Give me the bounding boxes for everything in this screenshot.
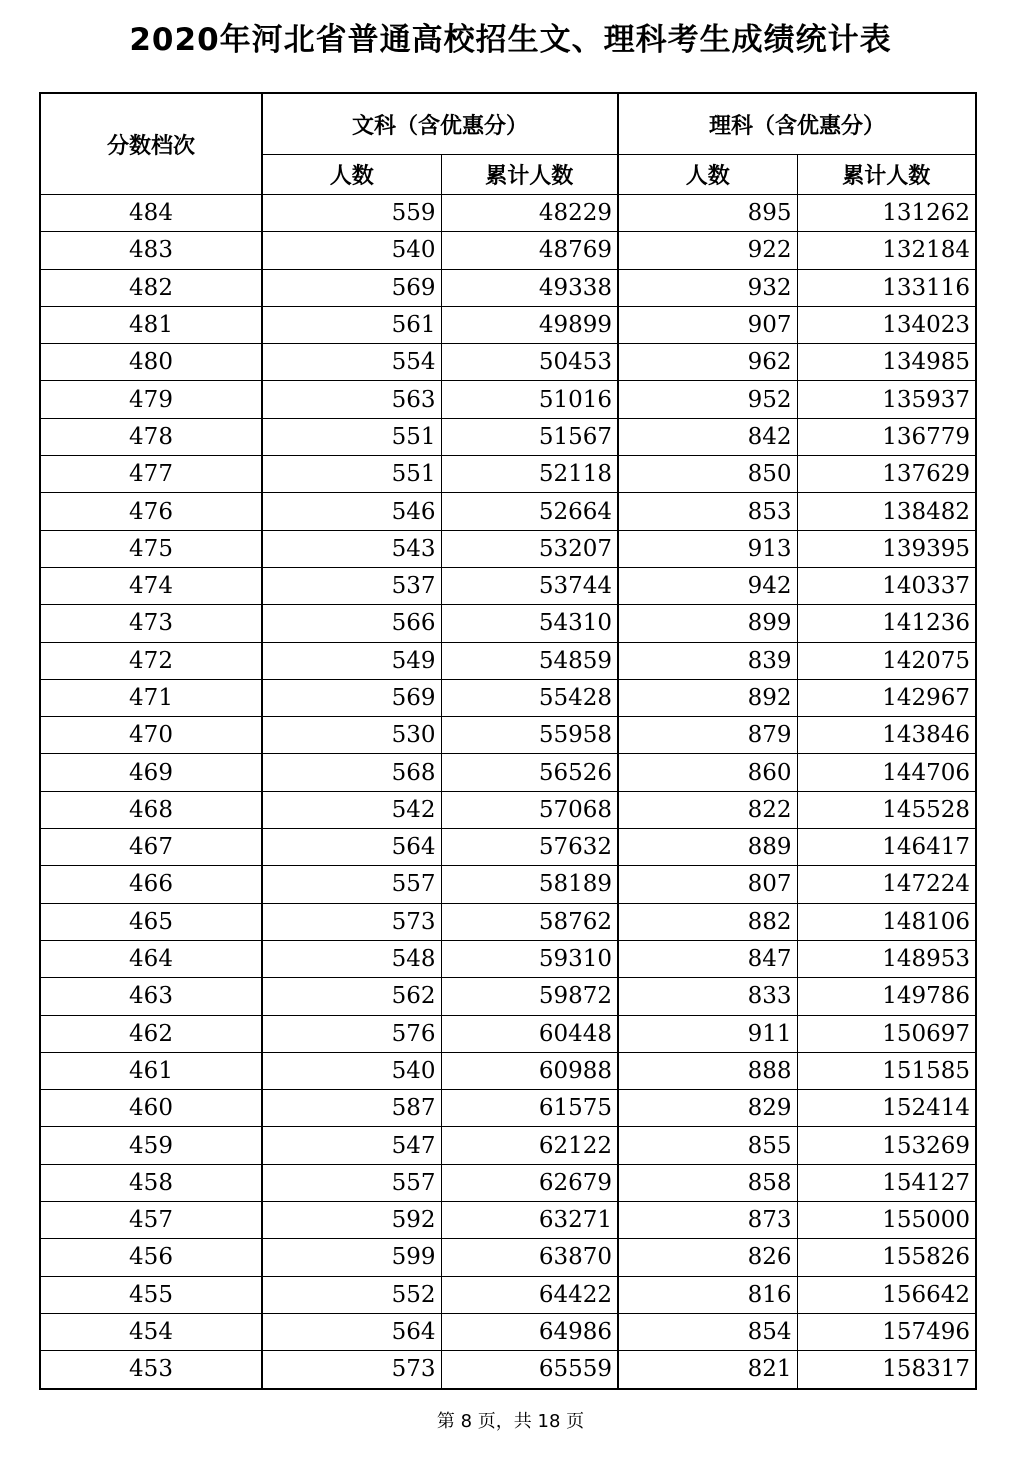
- like-cumulative-cell: 142967: [797, 679, 976, 716]
- wenke-cumulative-cell: 61575: [441, 1090, 618, 1127]
- table-row: [40, 679, 976, 716]
- score-cell: 454: [40, 1313, 262, 1350]
- like-cumulative-cell: 143846: [797, 717, 976, 754]
- wenke-cumulative-cell: 65559: [441, 1351, 618, 1389]
- wenke-count-cell: 546: [262, 493, 441, 530]
- score-cell: 471: [40, 679, 262, 716]
- table-header: [40, 93, 976, 195]
- like-count-cell: 922: [618, 232, 797, 269]
- score-cell: 464: [40, 940, 262, 977]
- table-row: [40, 754, 976, 791]
- wenke-count-cell: 569: [262, 679, 441, 716]
- wenke-count-cell: 557: [262, 866, 441, 903]
- wenke-count-cell: 573: [262, 1351, 441, 1389]
- table-row: [40, 456, 976, 493]
- score-cell: 470: [40, 717, 262, 754]
- like-count-cell: 895: [618, 195, 797, 232]
- score-cell: 467: [40, 829, 262, 866]
- like-count-cell: 854: [618, 1313, 797, 1350]
- table-row: [40, 1351, 976, 1389]
- score-cell: 478: [40, 418, 262, 455]
- wenke-cumulative-cell: 53207: [441, 530, 618, 567]
- wenke-cumulative-cell: 58189: [441, 866, 618, 903]
- wenke-count-cell: 568: [262, 754, 441, 791]
- like-count-cell: 860: [618, 754, 797, 791]
- wenke-count-cell: 564: [262, 1313, 441, 1350]
- like-count-cell: 942: [618, 567, 797, 604]
- wenke-cumulative-cell: 50453: [441, 344, 618, 381]
- wenke-cumulative-cell: 55958: [441, 717, 618, 754]
- table-row: [40, 530, 976, 567]
- wenke-cumulative-cell: 59872: [441, 978, 618, 1015]
- wenke-cumulative-cell: 52664: [441, 493, 618, 530]
- page-footer: 第 8 页，共 18 页: [436, 1411, 585, 1432]
- score-cell: 456: [40, 1239, 262, 1276]
- like-cumulative-cell: 133116: [797, 269, 976, 306]
- score-cell: 453: [40, 1351, 262, 1389]
- wenke-cumulative-cell: 59310: [441, 940, 618, 977]
- table-row: [40, 642, 976, 679]
- like-cumulative-cell: 149786: [797, 978, 976, 1015]
- like-cumulative-cell: 131262: [797, 195, 976, 232]
- wenke-cumulative-cell: 58762: [441, 903, 618, 940]
- table-row: [40, 195, 976, 232]
- like-count-cell: 807: [618, 866, 797, 903]
- wenke-count-cell: 542: [262, 791, 441, 828]
- table-row: [40, 1313, 976, 1350]
- wenke-count-cell: 561: [262, 306, 441, 343]
- like-count-cell: 826: [618, 1239, 797, 1276]
- table-row: [40, 1276, 976, 1313]
- table-row: [40, 791, 976, 828]
- score-cell: 484: [40, 195, 262, 232]
- like-count-cell: 853: [618, 493, 797, 530]
- wenke-cumulative-cell: 64422: [441, 1276, 618, 1313]
- like-count-cell: 816: [618, 1276, 797, 1313]
- like-cumulative-cell: 132184: [797, 232, 976, 269]
- like-cumulative-cell: 134985: [797, 344, 976, 381]
- score-cell: 475: [40, 530, 262, 567]
- like-cumulative-cell: 139395: [797, 530, 976, 567]
- table-row: [40, 717, 976, 754]
- like-count-cell: 911: [618, 1015, 797, 1052]
- like-count-cell: 899: [618, 605, 797, 642]
- like-count-cell: 882: [618, 903, 797, 940]
- score-cell: 457: [40, 1202, 262, 1239]
- score-cell: 458: [40, 1164, 262, 1201]
- like-cumulative-cell: 136779: [797, 418, 976, 455]
- wenke-cumulative-cell: 49338: [441, 269, 618, 306]
- like-cumulative-cell: 153269: [797, 1127, 976, 1164]
- like-cumulative-cell: 140337: [797, 567, 976, 604]
- like-cumulative-cell: 135937: [797, 381, 976, 418]
- wenke-count-cell: 540: [262, 232, 441, 269]
- score-cell: 473: [40, 605, 262, 642]
- wenke-cumulative-cell: 62679: [441, 1164, 618, 1201]
- score-cell: 462: [40, 1015, 262, 1052]
- header-row-1: [40, 93, 976, 155]
- score-cell: 469: [40, 754, 262, 791]
- page-title: 2020年河北省普通高校招生文、理科考生成绩统计表: [129, 22, 892, 58]
- wenke-cumulative-cell: 51567: [441, 418, 618, 455]
- like-count-cell: 821: [618, 1351, 797, 1389]
- score-cell: 482: [40, 269, 262, 306]
- wenke-count-cell: 543: [262, 530, 441, 567]
- like-cumulative-cell: 141236: [797, 605, 976, 642]
- wenke-cumulative-cell: 51016: [441, 381, 618, 418]
- like-cumulative-cell: 152414: [797, 1090, 976, 1127]
- wenke-cumulative-cell: 60448: [441, 1015, 618, 1052]
- like-count-cell: 833: [618, 978, 797, 1015]
- like-count-cell: 913: [618, 530, 797, 567]
- score-cell: 477: [40, 456, 262, 493]
- wenke-count-cell: 551: [262, 456, 441, 493]
- score-table: [39, 92, 977, 1390]
- wenke-count-cell: 557: [262, 1164, 441, 1201]
- like-count-cell: 822: [618, 791, 797, 828]
- table-row: [40, 1090, 976, 1127]
- like-count-cell: 829: [618, 1090, 797, 1127]
- table-row: [40, 866, 976, 903]
- score-cell: 455: [40, 1276, 262, 1313]
- like-cumulative-header: 累计人数: [797, 155, 976, 195]
- wenke-count-cell: 549: [262, 642, 441, 679]
- table-row: [40, 605, 976, 642]
- table-row: [40, 381, 976, 418]
- wenke-count-header: 人数: [262, 155, 441, 195]
- like-count-cell: 842: [618, 418, 797, 455]
- wenke-cumulative-cell: 62122: [441, 1127, 618, 1164]
- wenke-cumulative-cell: 63870: [441, 1239, 618, 1276]
- score-level-header: 分数档次: [40, 93, 262, 195]
- wenke-count-cell: 573: [262, 903, 441, 940]
- like-header: 理科（含优惠分）: [618, 93, 976, 155]
- like-cumulative-cell: 148953: [797, 940, 976, 977]
- like-count-cell: 888: [618, 1052, 797, 1089]
- like-cumulative-cell: 155000: [797, 1202, 976, 1239]
- wenke-cumulative-cell: 60988: [441, 1052, 618, 1089]
- score-cell: 463: [40, 978, 262, 1015]
- wenke-cumulative-cell: 48229: [441, 195, 618, 232]
- score-cell: 459: [40, 1127, 262, 1164]
- wenke-count-cell: 569: [262, 269, 441, 306]
- wenke-count-cell: 530: [262, 717, 441, 754]
- table-row: [40, 1164, 976, 1201]
- wenke-count-cell: 554: [262, 344, 441, 381]
- like-count-cell: 907: [618, 306, 797, 343]
- table-row: [40, 978, 976, 1015]
- table-row: [40, 829, 976, 866]
- like-cumulative-cell: 144706: [797, 754, 976, 791]
- score-cell: 481: [40, 306, 262, 343]
- wenke-cumulative-cell: 48769: [441, 232, 618, 269]
- like-count-cell: 839: [618, 642, 797, 679]
- like-cumulative-cell: 148106: [797, 903, 976, 940]
- table-row: [40, 1239, 976, 1276]
- like-count-header: 人数: [618, 155, 797, 195]
- like-cumulative-cell: 155826: [797, 1239, 976, 1276]
- wenke-count-cell: 564: [262, 829, 441, 866]
- like-cumulative-cell: 138482: [797, 493, 976, 530]
- like-cumulative-cell: 151585: [797, 1052, 976, 1089]
- like-cumulative-cell: 147224: [797, 866, 976, 903]
- score-cell: 472: [40, 642, 262, 679]
- like-count-cell: 889: [618, 829, 797, 866]
- score-cell: 483: [40, 232, 262, 269]
- wenke-cumulative-cell: 52118: [441, 456, 618, 493]
- wenke-count-cell: 563: [262, 381, 441, 418]
- like-count-cell: 962: [618, 344, 797, 381]
- table-row: [40, 567, 976, 604]
- table-row: [40, 232, 976, 269]
- wenke-cumulative-cell: 57632: [441, 829, 618, 866]
- score-cell: 461: [40, 1052, 262, 1089]
- wenke-cumulative-cell: 57068: [441, 791, 618, 828]
- wenke-count-cell: 540: [262, 1052, 441, 1089]
- like-cumulative-cell: 134023: [797, 306, 976, 343]
- wenke-cumulative-cell: 56526: [441, 754, 618, 791]
- like-count-cell: 847: [618, 940, 797, 977]
- wenke-cumulative-cell: 55428: [441, 679, 618, 716]
- table-row: [40, 1127, 976, 1164]
- table-row: [40, 269, 976, 306]
- wenke-cumulative-cell: 54310: [441, 605, 618, 642]
- table-row: [40, 1202, 976, 1239]
- table-row: [40, 1015, 976, 1052]
- wenke-count-cell: 551: [262, 418, 441, 455]
- wenke-count-cell: 576: [262, 1015, 441, 1052]
- table-row: [40, 493, 976, 530]
- wenke-count-cell: 547: [262, 1127, 441, 1164]
- like-count-cell: 855: [618, 1127, 797, 1164]
- wenke-count-cell: 599: [262, 1239, 441, 1276]
- table-body: [40, 195, 976, 1389]
- like-cumulative-cell: 137629: [797, 456, 976, 493]
- table-row: [40, 1052, 976, 1089]
- wenke-count-cell: 552: [262, 1276, 441, 1313]
- like-count-cell: 932: [618, 269, 797, 306]
- like-count-cell: 892: [618, 679, 797, 716]
- score-cell: 460: [40, 1090, 262, 1127]
- like-count-cell: 850: [618, 456, 797, 493]
- like-count-cell: 879: [618, 717, 797, 754]
- score-cell: 480: [40, 344, 262, 381]
- table-row: [40, 344, 976, 381]
- like-cumulative-cell: 145528: [797, 791, 976, 828]
- wenke-count-cell: 537: [262, 567, 441, 604]
- table-row: [40, 418, 976, 455]
- like-cumulative-cell: 156642: [797, 1276, 976, 1313]
- table-row: [40, 903, 976, 940]
- score-cell: 468: [40, 791, 262, 828]
- like-cumulative-cell: 158317: [797, 1351, 976, 1389]
- like-count-cell: 873: [618, 1202, 797, 1239]
- score-cell: 466: [40, 866, 262, 903]
- wenke-header: 文科（含优惠分）: [262, 93, 618, 155]
- like-cumulative-cell: 150697: [797, 1015, 976, 1052]
- wenke-count-cell: 592: [262, 1202, 441, 1239]
- wenke-cumulative-header: 累计人数: [441, 155, 618, 195]
- like-cumulative-cell: 154127: [797, 1164, 976, 1201]
- wenke-cumulative-cell: 54859: [441, 642, 618, 679]
- wenke-cumulative-cell: 49899: [441, 306, 618, 343]
- like-cumulative-cell: 146417: [797, 829, 976, 866]
- score-cell: 476: [40, 493, 262, 530]
- score-cell: 474: [40, 567, 262, 604]
- wenke-count-cell: 566: [262, 605, 441, 642]
- table-row: [40, 940, 976, 977]
- wenke-cumulative-cell: 53744: [441, 567, 618, 604]
- wenke-cumulative-cell: 63271: [441, 1202, 618, 1239]
- like-count-cell: 858: [618, 1164, 797, 1201]
- like-cumulative-cell: 142075: [797, 642, 976, 679]
- wenke-count-cell: 559: [262, 195, 441, 232]
- like-count-cell: 952: [618, 381, 797, 418]
- score-cell: 465: [40, 903, 262, 940]
- wenke-count-cell: 562: [262, 978, 441, 1015]
- score-cell: 479: [40, 381, 262, 418]
- wenke-count-cell: 587: [262, 1090, 441, 1127]
- wenke-count-cell: 548: [262, 940, 441, 977]
- like-cumulative-cell: 157496: [797, 1313, 976, 1350]
- table-row: [40, 306, 976, 343]
- wenke-cumulative-cell: 64986: [441, 1313, 618, 1350]
